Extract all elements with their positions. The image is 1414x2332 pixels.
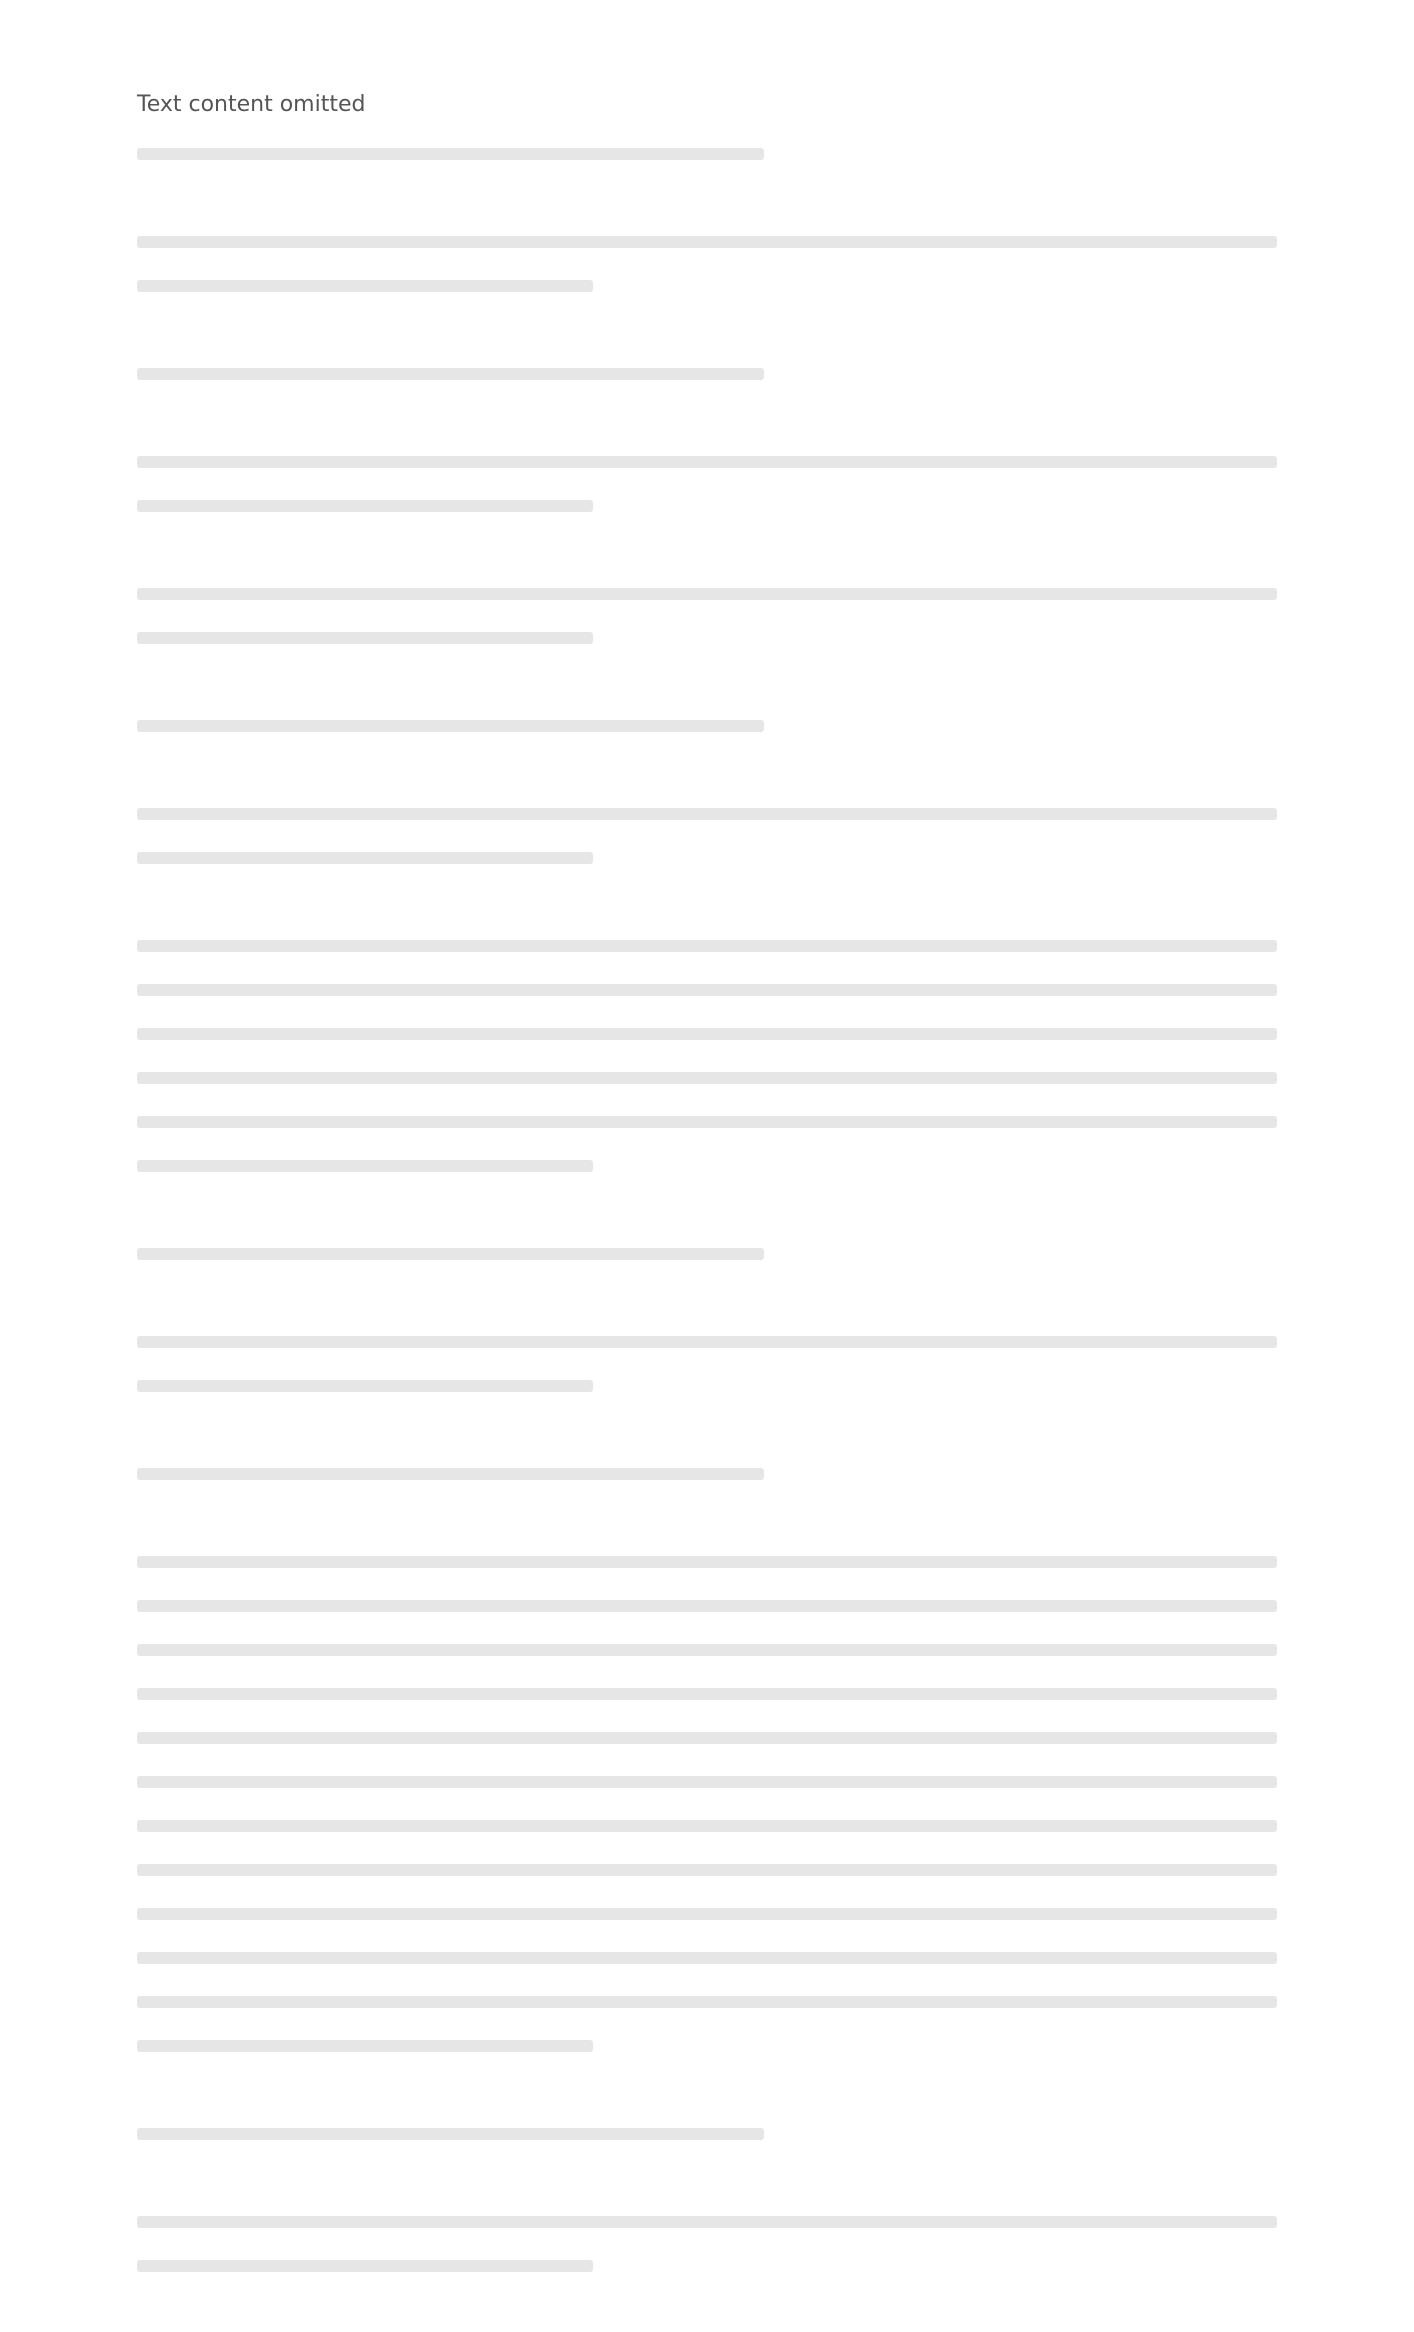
text-line-placeholder (137, 1760, 1277, 1804)
paragraph (137, 704, 1277, 748)
paragraph (137, 352, 1277, 396)
text-line-placeholder (137, 1672, 1277, 1716)
text-line-placeholder (137, 616, 1277, 660)
text-line-placeholder (137, 2200, 1277, 2244)
text-line-placeholder (137, 1980, 1277, 2024)
paragraph (137, 1540, 1277, 2068)
text-line-placeholder (137, 1452, 1277, 1496)
text-line-placeholder (137, 220, 1277, 264)
text-line-placeholder (137, 1540, 1277, 1584)
text-line-placeholder (137, 1936, 1277, 1980)
paragraph (137, 572, 1277, 660)
text-line-placeholder (137, 1144, 1277, 1188)
text-line-placeholder (137, 484, 1277, 528)
paragraph (137, 440, 1277, 528)
text-line-placeholder (137, 1012, 1277, 1056)
paragraph (137, 220, 1277, 308)
paragraph (137, 1320, 1277, 1408)
text-line-placeholder (137, 792, 1277, 836)
text-line-placeholder (137, 968, 1277, 1012)
document-body (137, 132, 1277, 2288)
text-line-placeholder (137, 1232, 1277, 1276)
paragraph (137, 1232, 1277, 1276)
text-line-placeholder (137, 1804, 1277, 1848)
text-line-placeholder (137, 1364, 1277, 1408)
text-line-placeholder (137, 1584, 1277, 1628)
document-page (137, 132, 1277, 2332)
paragraph (137, 2112, 1277, 2156)
text-line-placeholder (137, 1716, 1277, 1760)
text-line-placeholder (137, 1100, 1277, 1144)
text-line-placeholder (137, 440, 1277, 484)
content-notice: Text content omitted (137, 92, 366, 117)
text-line-placeholder (137, 1848, 1277, 1892)
text-line-placeholder (137, 1628, 1277, 1672)
paragraph (137, 132, 1277, 176)
text-line-placeholder (137, 352, 1277, 396)
text-line-placeholder (137, 572, 1277, 616)
text-line-placeholder (137, 704, 1277, 748)
text-line-placeholder (137, 2024, 1277, 2068)
text-line-placeholder (137, 1892, 1277, 1936)
text-line-placeholder (137, 1056, 1277, 1100)
paragraph (137, 924, 1277, 1188)
text-line-placeholder (137, 132, 1277, 176)
text-line-placeholder (137, 2244, 1277, 2288)
text-line-placeholder (137, 1320, 1277, 1364)
text-line-placeholder (137, 264, 1277, 308)
text-line-placeholder (137, 836, 1277, 880)
paragraph (137, 1452, 1277, 1496)
paragraph (137, 2200, 1277, 2288)
paragraph (137, 792, 1277, 880)
text-line-placeholder (137, 924, 1277, 968)
text-line-placeholder (137, 2112, 1277, 2156)
